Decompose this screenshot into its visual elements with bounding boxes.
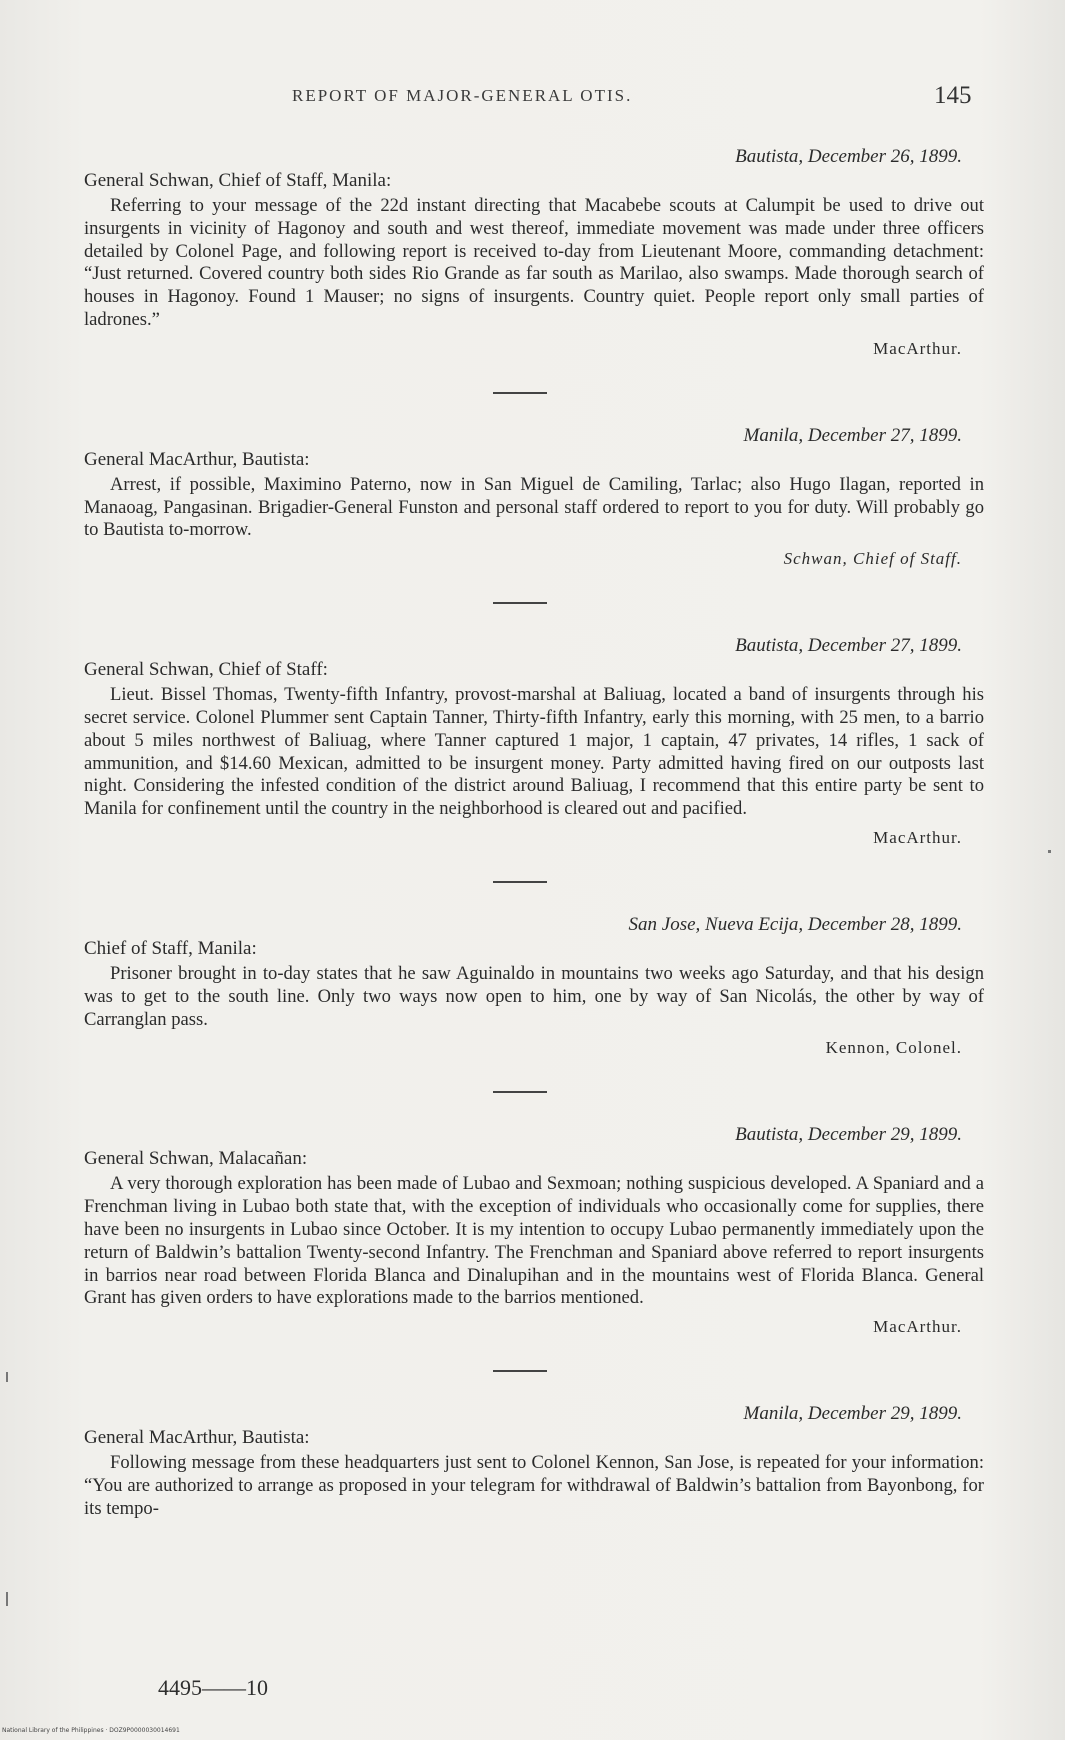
section-divider [493, 392, 547, 394]
message-body: Prisoner brought in to-day states that he saw Aguinaldo in mountains two weeks ago Saturday, and that his design was to get to the south line. Only two ways now open to him, one by way of San Nicolás, the other by way of Carranglan pass. [84, 962, 984, 1030]
message-body: Lieut. Bissel Thomas, Twenty-fifth Infantry, provost-marshal at Baliuag, located a band of insurgents through his secret service. Colonel Plummer sent Captain Tanner, Thirty-fifth Infantry, early this morning, with 25 men, to a barrio about 5 miles northwest of Baliuag, where Tanner captured 1 major, 1 captain, 47 privates, 14 rifles, 1 sack of ammunition, and $14.60 Mexican, admitted to be insurgent money. Party admitted having fired on our outposts last night. Considering the infested condition of the district around Baliuag, I recommend that this entire party be sent to Manila for confinement until the country in the neighborhood is cleared out and pacified. [84, 684, 984, 820]
scan-speck [6, 1592, 8, 1606]
signature: Kennon, Colonel. [825, 1038, 962, 1058]
page-header [0, 82, 1065, 116]
message-body: Arrest, if possible, Maximino Paterno, now in San Miguel de Camiling, Tarlac; also Hugo Ilagan, reported in Manaoag, Pangasinan. Brigadier-General Funston and personal staff ordered to report to you for duty. Will probably go to Bautista to-morrow. [84, 473, 984, 541]
scan-speck [1048, 850, 1051, 853]
dateline: Bautista, December 26, 1899. [735, 146, 962, 167]
dateline: Manila, December 29, 1899. [743, 1403, 962, 1425]
signature: MacArthur. [873, 1317, 962, 1337]
signature: MacArthur. [873, 827, 962, 847]
signature: Schwan, Chief of Staff. [783, 549, 962, 569]
telegram-5 [84, 1123, 984, 1340]
dateline: Bautista, December 29, 1899. [735, 1124, 962, 1146]
section-divider [493, 1091, 547, 1093]
telegram-4 [84, 913, 984, 1061]
page-number: 145 [934, 82, 972, 109]
telegram-6 [84, 1402, 984, 1520]
addressee: General MacArthur, Bautista: [84, 1427, 310, 1449]
dateline: Bautista, December 27, 1899. [735, 635, 962, 657]
addressee: General Schwan, Malacañan: [84, 1148, 308, 1170]
running-title: REPORT OF MAJOR-GENERAL OTIS. [292, 86, 633, 105]
signature: MacArthur. [873, 338, 962, 358]
section-divider [493, 1370, 547, 1372]
telegram-2 [84, 424, 984, 572]
scan-credit: National Library of the Philippines · DOZ9P0000030014691 [2, 1727, 180, 1734]
dateline: San Jose, Nueva Ecija, December 28, 1899. [628, 913, 962, 935]
scan-speck [6, 1372, 8, 1382]
addressee: General MacArthur, Bautista: [84, 448, 310, 470]
telegram-1 [84, 145, 984, 362]
section-divider [493, 602, 547, 604]
document-body [84, 145, 984, 1521]
message-body: Referring to your message of the 22d instant directing that Macabebe scouts at Calumpit be used to drive out insurgents in vicinity of Hagonoy and south and west thereof, immediate movement was made under three officers detailed by Colonel Page, and following report is received to-day from Lieutenant Moore, commanding detachment: “Just returned. Covered country both sides Rio Grande as far south as Marilao, also swamps. Made thorough search of houses in Hagonoy. Found 1 Mauser; no signs of insurgents. Country quiet. People report only small parties of ladrones.” [84, 195, 984, 330]
printer-signature-mark: 4495——10 [158, 1675, 268, 1700]
addressee: General Schwan, Chief of Staff: [84, 659, 328, 681]
message-body: Following message from these headquarters just sent to Colonel Kennon, San Jose, is repeated for your information: “You are authorized to arrange as proposed in your telegram for withdrawal of Baldwin’s battalion from Bayonbong, for its tempo- [84, 1452, 984, 1519]
dateline: Manila, December 27, 1899. [743, 424, 962, 446]
addressee: General Schwan, Chief of Staff, Manila: [84, 170, 392, 191]
message-body: A very thorough exploration has been made of Lubao and Sexmoan; nothing suspicious developed. A Spaniard and a Frenchman living in Lubao both state that, with the exception of individuals who occasionally come for supplies, there have been no insurgents in Lubao since October. It is my intention to occupy Lubao permanently immediately upon the return of Baldwin’s battalion Twenty-second Infantry. The Frenchman and Spaniard above referred to report insurgents in barrios near road between Florida Blanca and Dinalupihan and in the mountains west of Florida Blanca. General Grant has given orders to have explorations made to the barrios mentioned. [84, 1173, 984, 1309]
section-divider [493, 881, 547, 883]
addressee: Chief of Staff, Manila: [84, 937, 257, 959]
telegram-3 [84, 634, 984, 851]
